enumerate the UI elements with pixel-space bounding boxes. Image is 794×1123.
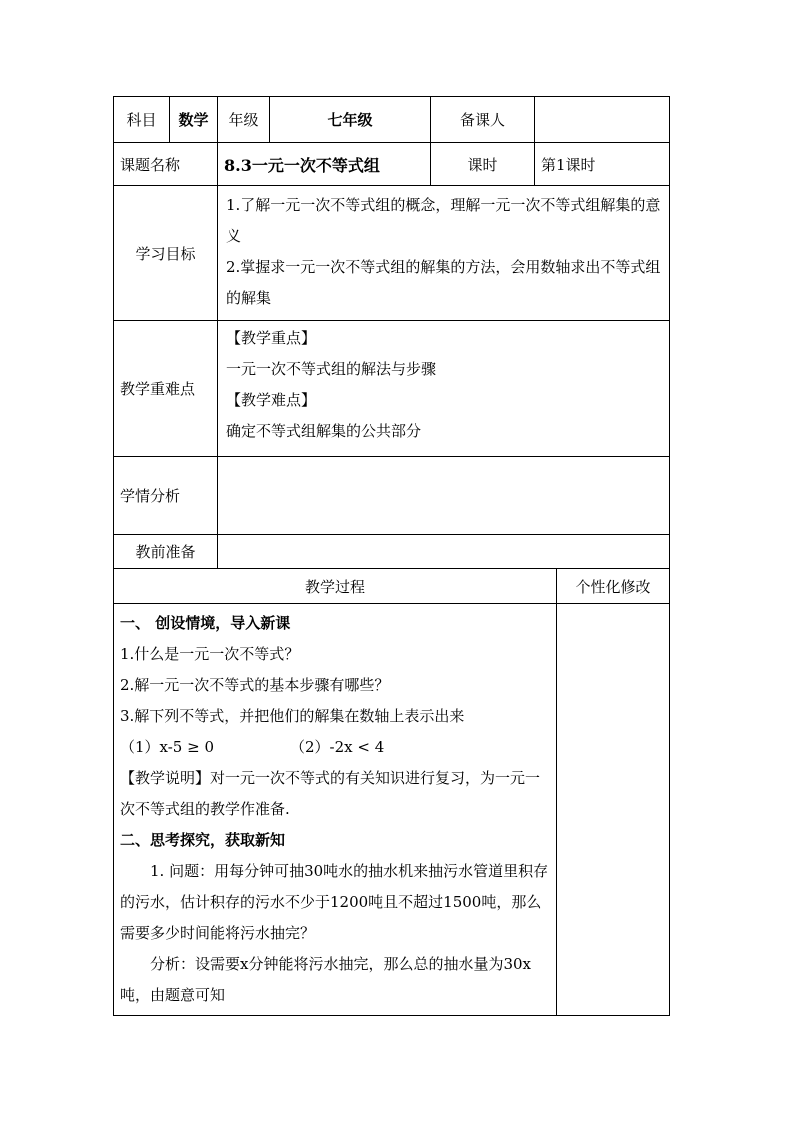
inequality-1: （1）x-5 ≥ 0 (120, 738, 214, 756)
problem-text: 1. 问题：用每分钟可抽30吨水的抽水机来抽污水管道里积存的污水，估计积存的污水不少于1200吨且不超过1500吨，那么需要多少时间能将污水抽完？ (120, 862, 549, 942)
difficult-point-heading: 【教学难点】 (226, 391, 317, 409)
teaching-note: 【教学说明】对一元一次不等式的有关知识进行复习，为一元一次不等式组的教学作准备. (120, 769, 541, 818)
grade-label: 年级 (218, 97, 270, 143)
period-value: 第1课时 (535, 143, 670, 186)
inequality-line (120, 732, 550, 763)
personal-header: 个性化修改 (557, 569, 670, 604)
question-2: 2.解一元一次不等式的基本步骤有哪些？ (120, 676, 390, 694)
subject-label: 科目 (114, 97, 170, 143)
objective-item: 2.掌握求一元一次不等式组的解集的方法，会用数轴求出不等式组的解集 (226, 258, 661, 307)
process-content (114, 604, 557, 1016)
preparer-label: 备课人 (431, 97, 535, 143)
objective-item: 1.了解一元一次不等式组的概念，理解一元一次不等式组解集的意义 (226, 196, 661, 245)
difficult-point-text: 确定不等式组解集的公共部分 (226, 422, 422, 440)
preparer-value (535, 97, 670, 143)
process-header-row (114, 569, 670, 604)
preparation-label: 教前准备 (114, 535, 218, 569)
analysis-row (114, 457, 670, 535)
topic-row (114, 143, 670, 186)
objectives-content (218, 186, 670, 321)
lesson-plan-table (113, 96, 670, 1016)
preparation-value (218, 535, 670, 569)
question-3: 3.解下列不等式，并把他们的解集在数轴上表示出来 (120, 707, 465, 725)
process-row (114, 604, 670, 1016)
topic-value: 8.3一元一次不等式组 (218, 143, 431, 186)
analysis-label: 学情分析 (114, 457, 218, 535)
topic-label: 课题名称 (114, 143, 218, 186)
focus-content (218, 321, 670, 457)
analysis-value (218, 457, 670, 535)
period-label: 课时 (431, 143, 535, 186)
section1-title: 一、 创设情境，导入新课 (120, 614, 291, 632)
inequality-2: （2）-2x < 4 (290, 738, 385, 756)
analysis-text: 分析：设需要x分钟能将污水抽完，那么总的抽水量为30x吨，由题意可知 (120, 955, 532, 1004)
objectives-row (114, 186, 670, 321)
question-1: 1.什么是一元一次不等式？ (120, 645, 300, 663)
personal-notes (557, 604, 670, 1016)
preparation-row (114, 535, 670, 569)
grade-value: 七年级 (270, 97, 431, 143)
key-point-heading: 【教学重点】 (226, 329, 317, 347)
process-header: 教学过程 (114, 569, 557, 604)
key-point-text: 一元一次不等式组的解法与步骤 (226, 360, 437, 378)
subject-value: 数学 (170, 97, 218, 143)
focus-label: 教学重难点 (114, 321, 218, 457)
section2-title: 二、思考探究，获取新知 (120, 831, 286, 849)
header-row (114, 97, 670, 143)
focus-row (114, 321, 670, 457)
objectives-label: 学习目标 (114, 186, 218, 321)
